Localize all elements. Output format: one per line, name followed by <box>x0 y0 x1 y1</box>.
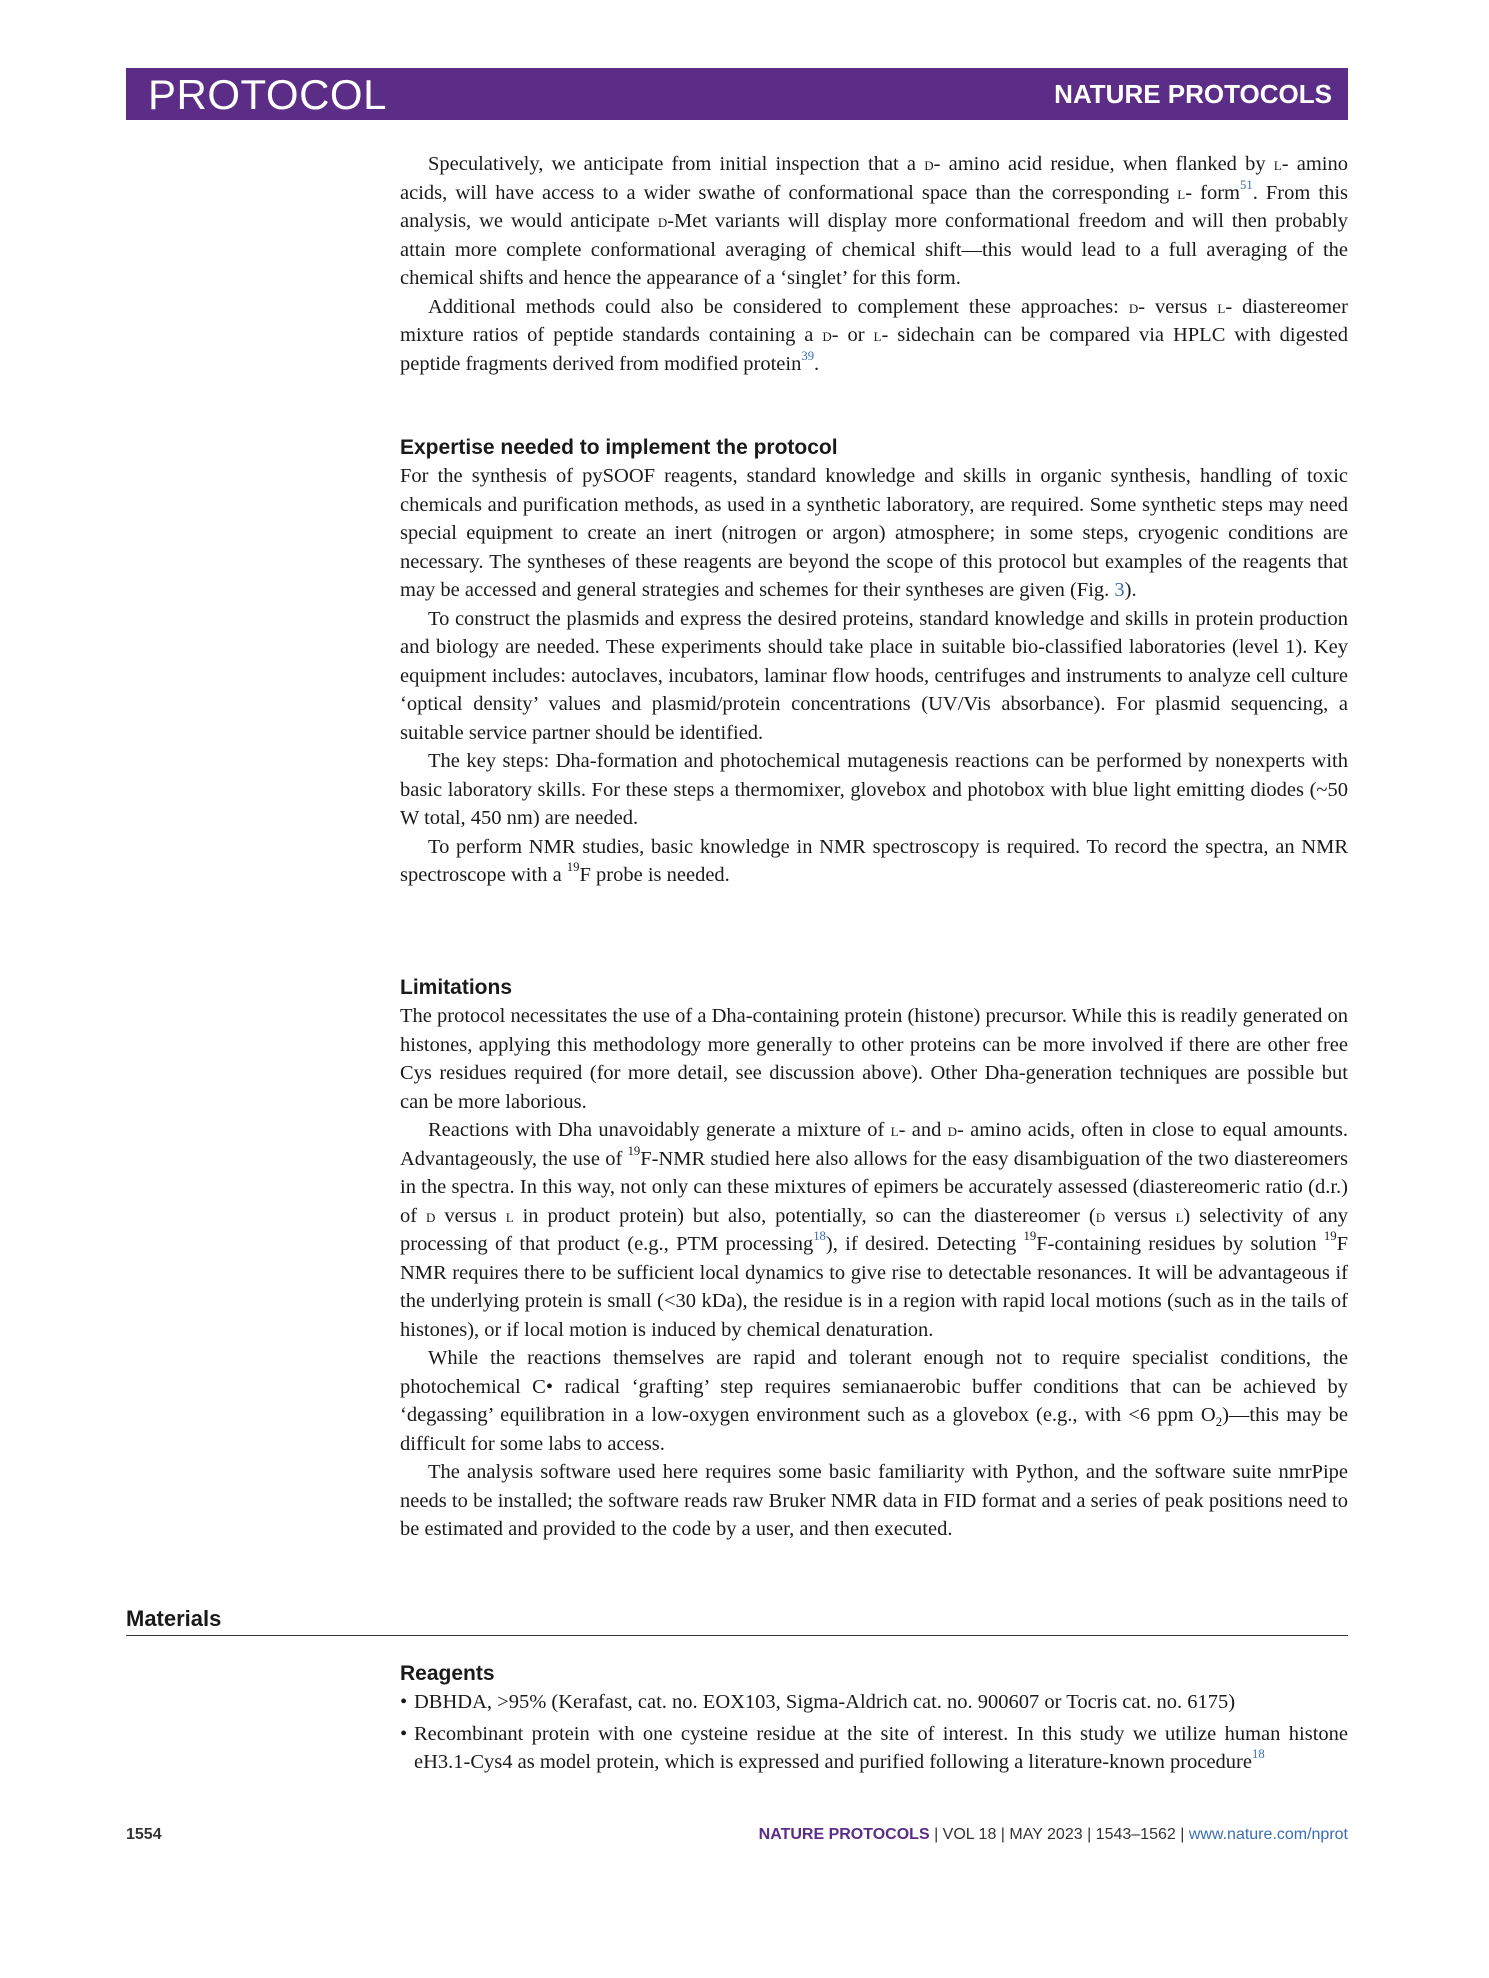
header-bar <box>126 68 1348 120</box>
citation-link[interactable]: 51 <box>1239 177 1253 192</box>
footer-date: MAY 2023 <box>1009 1826 1083 1843</box>
intro-paragraph-1: Speculatively, we anticipate from initial inspection that a d- amino acid residue, when flanked by l- amino acids, will have access to a wider swathe of conformational space than the corresponding l- form$^{51}$. From this analysis, we would anticipate d-Met variants will display more conformational freedom and will then probably attain more complete conformational averaging of chemical shift—this would lead to a full averaging of the chemical shifts and hence the appearance of a ‘singlet’ for this form. <box>400 153 1349 289</box>
expertise-paragraph-1: For the synthesis of pySOOF reagents, standard knowledge and skills in organic synthesis, handling of toxic chemicals and purification methods, as used in a synthetic laboratory, are required. Some synthetic steps may need special equipment to create an inert (nitrogen or argon) atmosphere; in some steps, cryogenic conditions are necessary. The syntheses of these reagents are beyond the scope of this protocol but examples of the reagents that may be accessed and general strategies and schemes for their syntheses are given (Fig. 3). <box>400 465 1348 601</box>
expertise-paragraph-4: To perform NMR studies, basic knowledge in NMR spectroscopy is required. To record the spectra, an NMR spectroscope with a $^{19}$F probe is needed. <box>400 835 1348 886</box>
materials-heading-bar <box>126 1605 1348 1636</box>
limitations-section <box>400 974 1348 1544</box>
section-heading-materials: Materials <box>126 1606 222 1631</box>
limitations-paragraph-1: The protocol necessitates the use of a Dha-containing protein (histone) precursor. While this is readily generated on histones, applying this methodology more generally to other proteins can be more involved if there are other free Cys residues required (for more detail, see discussion above). Other Dha-generation techniques are possible but can be more laborious. <box>400 1005 1348 1113</box>
section-label: PROTOCOL <box>148 71 387 118</box>
intro-paragraph-2: Additional methods could also be considered to complement these approaches: d- versus l- diastereomer mixture ratios of peptide standards containing a d- or l- sidechain can be compared via HPLC with digested peptide fragments derived from modified protein$^{39}$. <box>400 295 1348 375</box>
citation-info: NATURE PROTOCOLS | VOL 18 | MAY 2023 | 1543–1562 | www.nature.com/nprot <box>758 1826 1348 1843</box>
journal-url-link[interactable]: www.nature.com/nprot <box>1188 1826 1348 1843</box>
section-heading-limitations: Limitations <box>400 976 513 999</box>
footer-volume: VOL 18 <box>942 1826 997 1843</box>
page-footer <box>126 1826 1348 1848</box>
reagents-section <box>400 1660 1348 1780</box>
subsection-heading-reagents: Reagents <box>400 1662 495 1685</box>
citation-link[interactable]: 18 <box>1252 1747 1265 1762</box>
list-item: • Recombinant protein with one cysteine residue at the site of interest. In this study we utilize human histone eH3.1-Cys4 as model protein, which is expressed and purified following a literature-known procedure$^{18}$ <box>400 1722 1348 1773</box>
limitations-paragraph-2: Reactions with Dha unavoidably generate a mixture of l- and d- amino acids, often in close to equal amounts. Advantageously, the use of $^{19}$F-NMR studied here also allows for the easy disambiguation of the two diastereomers in the spectra. In this way, not only can these mixtures of epimers be accurately assessed (diastereomeric ratio (d.r.) of d versus l in product protein) but also, potentially, so can the diastereomer (d versus l) selectivity of any processing of that product (e.g., PTM processing$^{18}$), if desired. Detecting $^{19}$F-containing residues by solution $^{19}$F NMR requires there to be sufficient local dynamics to give rise to detectable resonances. It will be advantageous if the underlying protein is small (<30 kDa), the residue is in a region with rapid local motions (such as in the tails of histones), or if local motion is induced by chemical denaturation. <box>400 1119 1348 1341</box>
expertise-section <box>400 434 1348 890</box>
intro-section <box>400 150 1348 378</box>
footer-journal: NATURE PROTOCOLS <box>758 1826 930 1843</box>
expertise-paragraph-2: To construct the plasmids and express the desired proteins, standard knowledge and skills in protein production and biology are needed. These experiments should take place in suitable bio-classified laboratories (level 1). Key equipment includes: autoclaves, incubators, laminar flow hoods, centrifuges and instruments to analyze cell culture ‘optical density’ values and plasmid/protein concentrations (UV/Vis absorbance). For plasmid sequencing, a suitable service partner should be identified. <box>400 607 1348 744</box>
expertise-paragraph-3: The key steps: Dha-formation and photochemical mutagenesis reactions can be performed by nonexperts with basic laboratory skills. For these steps a thermomixer, glovebox and photobox with blue light emitting diodes (~50 W total, 450 nm) are needed. <box>400 750 1348 829</box>
list-item: • DBHDA, >95% (Kerafast, cat. no. EOX103, Sigma-Aldrich cat. no. 900607 or Tocris cat. no. 6175) <box>400 1691 1236 1713</box>
limitations-paragraph-4: The analysis software used here requires some basic familiarity with Python, and the software suite nmrPipe needs to be installed; the software reads raw Bruker NMR data in FID format and a series of peak positions need to be estimated and provided to the code by a user, and then executed. <box>400 1461 1348 1540</box>
figure-link[interactable]: 3 <box>1114 579 1125 601</box>
journal-name: NATURE PROTOCOLS <box>1054 79 1332 109</box>
section-heading-expertise: Expertise needed to implement the protocol <box>400 436 838 459</box>
reagent-list <box>400 1688 1348 1777</box>
page-number: 1554 <box>126 1826 162 1843</box>
limitations-paragraph-3: While the reactions themselves are rapid and tolerant enough not to require specialist conditions, the photochemical C• radical ‘grafting’ step requires semianaerobic buffer conditions that can be achieved by ‘degassing’ equilibration in a low-oxygen environment such as a glovebox (e.g., with <6 ppm $O_2)—this$ may be difficult for some labs to access. <box>400 1347 1348 1455</box>
citation-link[interactable]: 18 <box>813 1229 826 1244</box>
citation-link[interactable]: 39 <box>801 348 815 363</box>
footer-pages: 1543–1562 <box>1095 1826 1176 1843</box>
